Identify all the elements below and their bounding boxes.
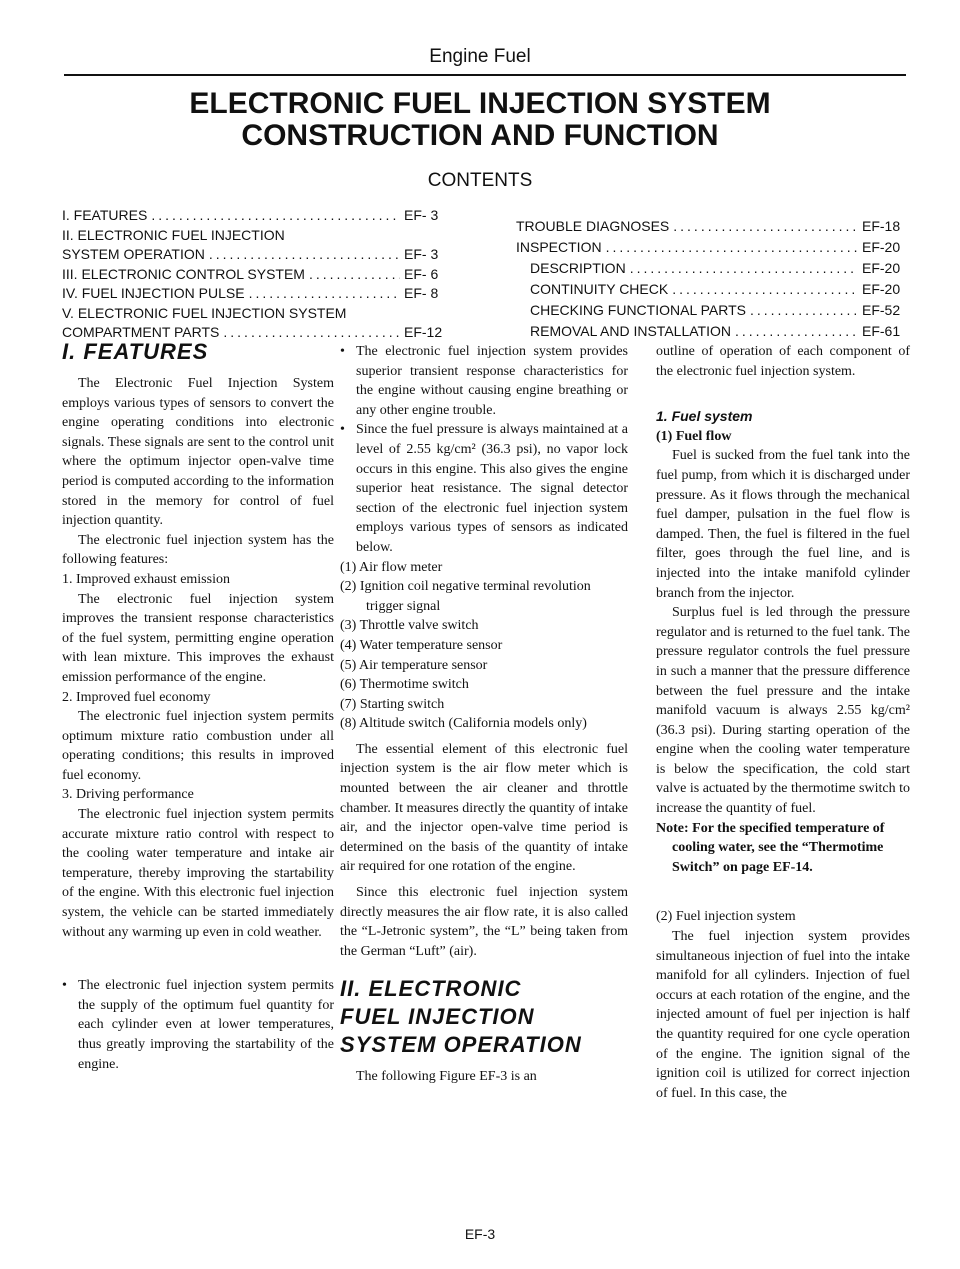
sensor-item: (8) Altitude switch (California models only): [340, 716, 587, 732]
paragraph: Fuel is sucked from the fuel tank into the fuel pump, from which it is discharged under pressure. As it flows through the mechanical fuel damper, pulsation in the fuel flow is damped. Then, the fuel is filtered in the fuel filter, goes through the fuel line, and is injected into the intake manifold cylinder branch from the injector.: [656, 448, 910, 601]
subsection-item: (1) Fuel flow: [656, 428, 732, 444]
column-3: [656, 342, 910, 1103]
toc-entry[interactable]: V. ELECTRONIC FUEL INJECTION SYSTEM: [62, 304, 347, 321]
paragraph: outline of operation of each component of the electronic fuel injection system.: [656, 344, 910, 379]
toc-entry[interactable]: INSPECTION ..... EF-20: [516, 237, 906, 258]
running-header: Engine Fuel: [429, 46, 531, 67]
toc-entry[interactable]: IV. FUEL INJECTION PULSE ..... EF- 8: [62, 284, 448, 304]
toc-left: [62, 206, 448, 343]
contents-heading: CONTENTS: [427, 170, 533, 191]
paragraph: Surplus fuel is led through the pressure regulator and is returned to the fuel tank. The pressure regulator controls the fuel pressure in such a manner that the pressure difference between the fuel pressure and the intake manifold vacuum is always 2.55 kg/cm² (36.3 psi). During starting operation of the engine when the cooling water temperature is below the specification, the cold start valve is actuated by the thermotime switch to increase the quantity of fuel.: [656, 605, 910, 817]
toc-entry[interactable]: CHECKING FUNCTIONAL PARTS ..... EF-52: [516, 300, 906, 321]
paragraph: The Electronic Fuel Injection System employs various types of sensors to convert the engine operating conditions into electronic signals. These signals are sent to the control unit where the optimum injector open-valve time period is computed according to the information stored in the memory for control of fuel injection quantity.: [62, 376, 334, 529]
column-1: [62, 338, 334, 1074]
sensor-item: (3) Throttle valve switch: [340, 618, 479, 634]
sensor-item: (4) Water temperature sensor: [340, 637, 503, 653]
toc-right: [516, 216, 906, 342]
bullet-item: • The electronic fuel injection system provides superior transient response characteristics for the engine without causing engine breathing or any other engine trouble.: [340, 342, 628, 420]
paragraph: Since this electronic fuel injection system directly measures the air flow rate, it is also called the “L-Jetronic system”, the “L” being taken from the German “Luft” (air).: [340, 885, 628, 959]
bullet-item: • The electronic fuel injection system permits the supply of the optimum fuel quantity for each cylinder even at lower temperatures, thus greatly improving the startability of the engine.: [62, 976, 334, 1074]
toc-entry[interactable]: COMPARTMENT PARTS ..... EF-12: [62, 323, 448, 343]
bullet-item: • Since the fuel pressure is always maintained at a level of 2.55 kg/cm² (36.3 psi), no vapor lock occurs in this engine. This also gives the engine superior heat resistance. The signal detector section of the electronic fuel injection system employs various types of sensors as indicated below.: [340, 420, 628, 557]
sensor-item: (2) Ignition coil negative terminal revolution trigger signal: [340, 579, 591, 614]
note: Note: For the specified temperature of cooling water, see the “Thermotime Switch” on page EF-14.: [656, 820, 885, 875]
column-2: [340, 342, 628, 1087]
toc-entry[interactable]: REMOVAL AND INSTALLATION ..... EF-61: [516, 321, 906, 342]
feature-heading: 2. Improved fuel economy: [62, 689, 211, 705]
sensor-item: (6) Thermotime switch: [340, 677, 469, 693]
toc-entry[interactable]: I. FEATURES ..... EF- 3: [62, 206, 448, 226]
toc-entry[interactable]: CONTINUITY CHECK ..... EF-20: [516, 279, 906, 300]
paragraph: The electronic fuel injection system permits accurate mixture ratio control with respect to the cooling water temperature and intake air temperature, thereby improving the startability of the engine. With this electronic fuel injection system, the vehicle can be started immediately without any warming up even in cold weather.: [62, 807, 334, 940]
toc-entry[interactable]: DESCRIPTION ..... EF-20: [516, 258, 906, 279]
paragraph: The electronic fuel injection system has the following features:: [62, 532, 334, 568]
title-line-2: CONSTRUCTION AND FUNCTION: [241, 119, 719, 152]
page-title: [0, 88, 960, 152]
subsection-item: (2) Fuel injection system: [656, 909, 796, 925]
paragraph: The fuel injection system provides simultaneous injection of fuel into the intake manifold for all cylinders. Injection of fuel occurs at each rotation of the engine, and the injected amount of fuel per injection is half the quantity required for one cycle operation of the engine. The ignition signal of the ignition coil is utilized for correct injection of fuel. In this case, the: [656, 929, 910, 1101]
toc-entry[interactable]: SYSTEM OPERATION ..... EF- 3: [62, 245, 448, 265]
paragraph: The electronic fuel injection system permits optimum mixture ratio combustion under all operating conditions; this results in improved fuel economy.: [62, 709, 334, 783]
page-number: EF-3: [464, 1226, 496, 1242]
subsection-heading: 1. Fuel system: [656, 408, 753, 425]
toc-entry[interactable]: II. ELECTRONIC FUEL INJECTION: [62, 226, 285, 243]
toc-entry[interactable]: III. ELECTRONIC CONTROL SYSTEM ..... EF- 6: [62, 265, 448, 285]
title-line-1: ELECTRONIC FUEL INJECTION SYSTEM: [189, 87, 771, 120]
feature-heading: 3. Driving performance: [62, 787, 194, 803]
paragraph: The essential element of this electronic fuel injection system is the air flow meter which is mounted between the air cleaner and throttle chamber. It measures directly the quantity of intake air, and the injector open-valve time period is determined on the basis of the quantity of intake air required for one rotation of the engine.: [340, 741, 628, 875]
sensor-item: (1) Air flow meter: [340, 559, 443, 575]
paragraph: The electronic fuel injection system improves the transient response characteristics of the fuel system, permitting engine operation with lean mixture. This improves the exhaust emission performance of the engine.: [62, 591, 334, 685]
header-rule: [64, 74, 906, 76]
paragraph: The following Figure EF-3 is an: [356, 1069, 537, 1085]
sensor-item: (5) Air temperature sensor: [340, 657, 488, 673]
section-heading-features: I. FEATURES: [62, 339, 209, 364]
sensor-item: (7) Starting switch: [340, 696, 445, 712]
section-heading-efi-operation: II. ELECTRONIC FUEL INJECTION SYSTEM OPERATION: [340, 976, 582, 1058]
toc-entry[interactable]: TROUBLE DIAGNOSES ..... EF-18: [516, 216, 906, 237]
feature-heading: 1. Improved exhaust emission: [62, 571, 230, 587]
